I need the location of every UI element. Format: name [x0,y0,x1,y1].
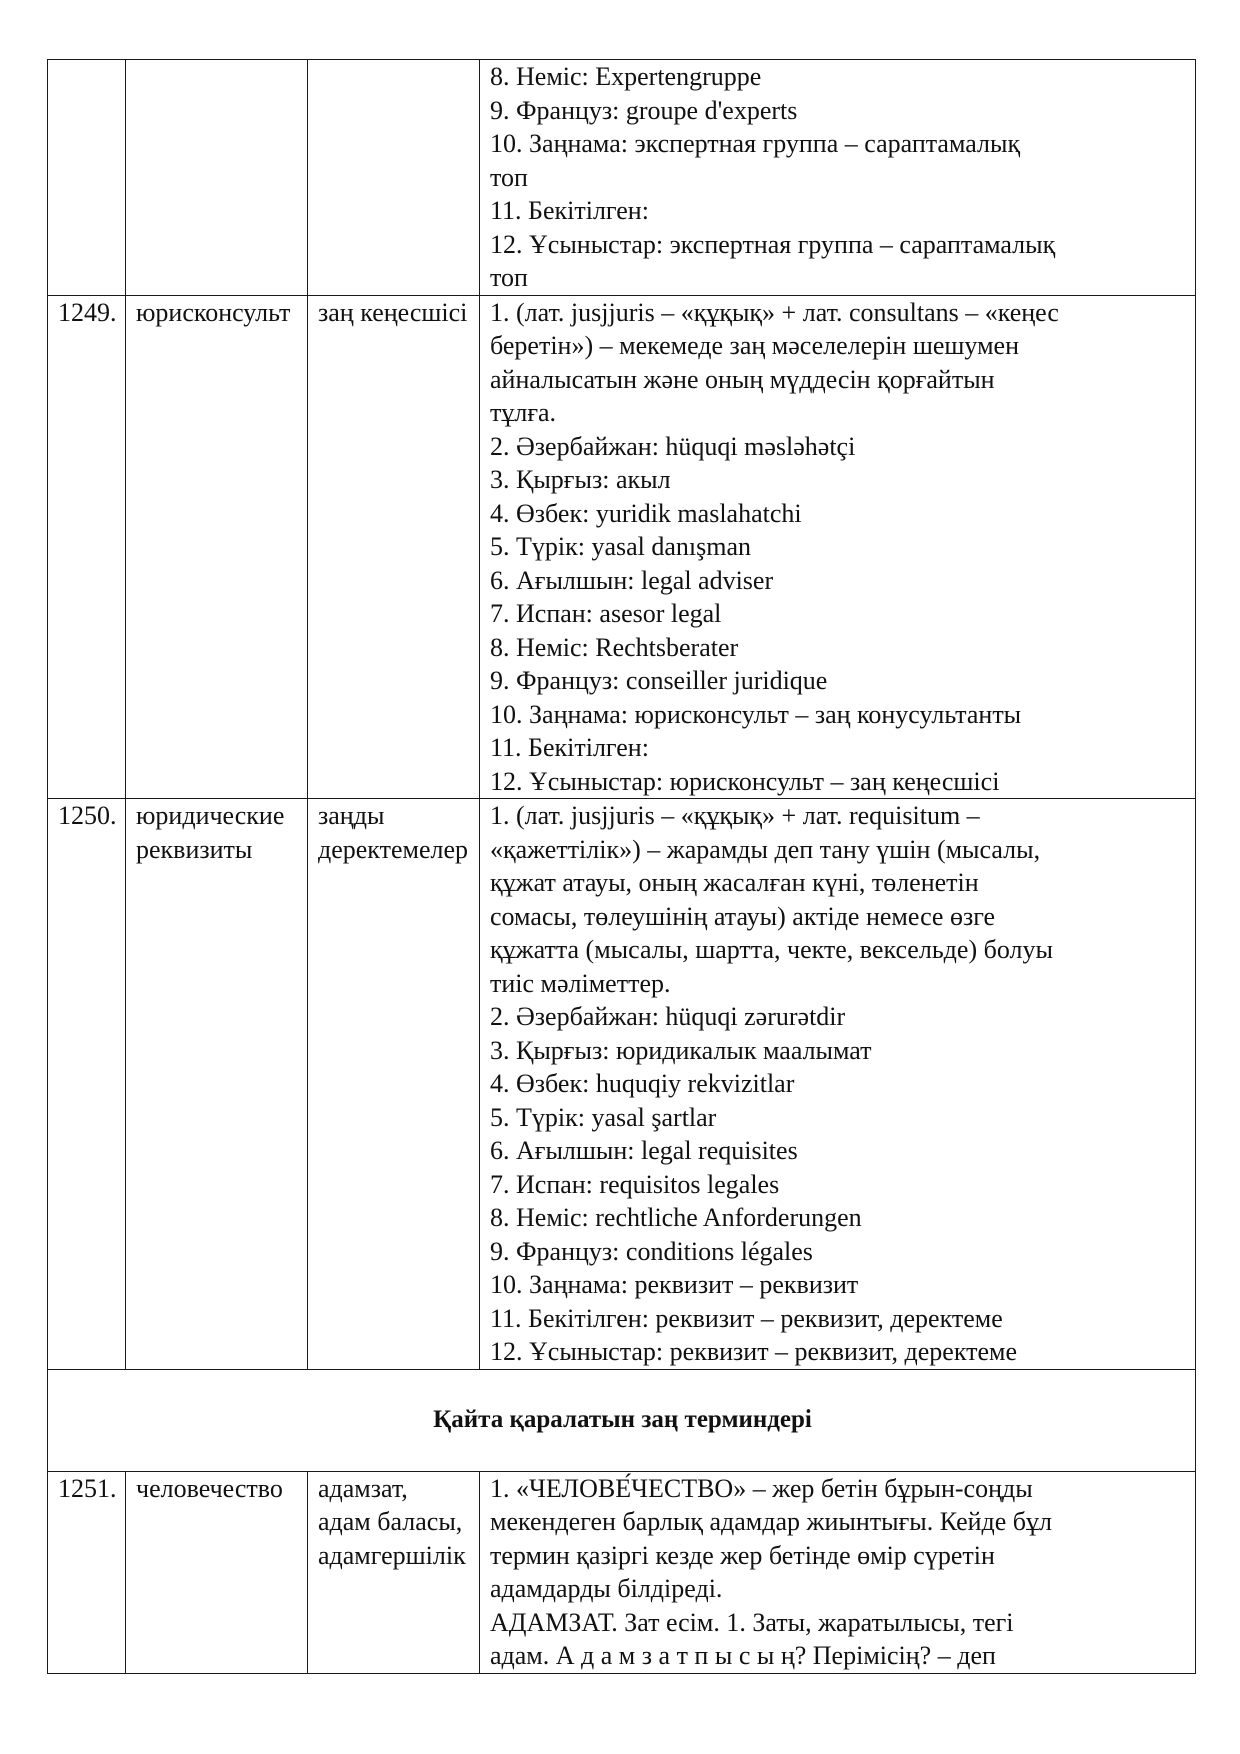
definition-line: 1. «ЧЕЛОВЕ́ЧЕСТВО» – жер бетін бұрын-соңды [490,1473,1033,1503]
section-row [48,1369,1196,1471]
term-ru: человечество [126,1471,308,1673]
term-number: 1250. [48,799,126,1370]
table-row [48,60,1196,296]
definition-line: АДАМЗАТ. Зат есім. 1. Заты, жаратылысы, тегі [490,1607,1014,1637]
definition-line: сомасы, төлеушінің атауы) актіде немесе өзге [490,901,996,931]
definition-line: 9. Француз: conseiller juridique [490,666,828,695]
table-row [48,1471,1196,1673]
definition-line: 6. Ағылшын: legal adviser [490,565,774,595]
definition-line: 10. Заңнама: реквизит – реквизит [490,1270,859,1299]
definition-line: 2. Әзербайжан: hüquqi zərurətdir [490,1002,846,1031]
term-kz: заңды деректемелер [308,799,480,1370]
definition-line: мекендеген барлық адамдар жиынтығы. Кейде бұл [490,1507,1053,1536]
definition-line: 1. (лат. jusjjuris – «құқық» + лат. consultans – «кеңес [490,297,1059,327]
definition-line: 4. Өзбек: huquqiy rekvizitlar [490,1069,795,1098]
definition-line: 7. Испан: requisitos legales [490,1169,780,1199]
definition-line: 10. Заңнама: экспертная группа – сараптамалық [490,129,1021,158]
definition-line: термин қазіргі кезде жер бетінде өмір сүретін [490,1540,995,1570]
definition-line: 2. Әзербайжан: hüquqi məsləhətçi [490,431,856,461]
definition-line: 12. Ұсыныстар: юрисконсульт – заң кеңесшісі [490,766,1000,796]
terms-table [47,59,1196,1674]
term-kz [308,60,480,296]
table-row [48,799,1196,1370]
term-kz-line: адамгершілік [318,1540,466,1570]
definition-line: адамдарды білдіреді. [490,1574,723,1603]
definition-line: 8. Неміс: Rechtsberater [490,632,739,662]
definition-line: тиіс мәліметтер. [490,968,671,998]
definition-line: 12. Ұсыныстар: экспертная группа – сараптамалық [490,229,1056,259]
term-number [48,60,126,296]
definition-line: беретін») – мекемеде заң мәселелерін шешумен [490,331,1019,360]
term-definition [480,1471,1196,1673]
definition-line: «қажеттілік») – жарамды деп тану үшін (мысалы, [490,834,1041,864]
definition-line: 5. Түрік: yasal şartlar [490,1102,717,1132]
definition-line: топ [490,263,528,292]
term-definition [480,295,1196,799]
definition-line: 3. Қырғыз: юридикалык маалымат [490,1035,872,1065]
definition-line: адам. А д а м з а т п ы с ы ң? Перімісің? – деп [490,1641,996,1670]
definition-line: 11. Бекітілген: [490,733,649,762]
term-number: 1251. [48,1471,126,1673]
definition-line: 1. (лат. jusjjuris – «құқық» + лат. requisitum – [490,801,980,830]
term-number: 1249. [48,295,126,799]
term-ru: юридические реквизиты [126,799,308,1370]
definition-line: құжат атауы, оның жасалған күні, төленетін [490,868,979,897]
definition-line: 12. Ұсыныстар: реквизит – реквизит, деректеме [490,1337,1018,1366]
definition-line: топ [490,162,528,192]
term-kz [308,1471,480,1673]
definition-line: 11. Бекітілген: реквизит – реквизит, деректеме [490,1303,1003,1333]
section-heading: Қайта қаралатын заң терминдері [48,1369,1196,1471]
definition-line: 6. Ағылшын: legal requisites [490,1136,798,1165]
term-ru: юрисконсульт [126,295,308,799]
definition-line: 8. Неміс: rechtliche Anforderungen [490,1203,862,1232]
definition-line: айналысатын және оның мүддесін қорғайтын [490,364,995,394]
term-kz-line: адамзат, [318,1473,408,1503]
definition-line: 3. Қырғыз: акыл [490,465,671,494]
definition-line: 4. Өзбек: yuridik maslahatchi [490,498,802,528]
definition-line: 11. Бекітілген: [490,196,649,225]
definition-line: 9. Француз: conditions légales [490,1236,813,1266]
term-kz-line: адам баласы, [318,1507,463,1536]
term-definition [480,799,1196,1370]
definition-line: 10. Заңнама: юрисконсульт – заң конусультанты [490,699,1022,729]
definition-line: 7. Испан: asesor legal [490,599,722,628]
term-ru [126,60,308,296]
table-row [48,295,1196,799]
definition-line: 9. Француз: groupe d'experts [490,95,798,125]
term-definition [480,60,1196,296]
definition-line: тұлға. [490,398,557,427]
definition-line: 8. Неміс: Expertengruppe [490,62,762,91]
term-kz: заң кеңесшісі [308,295,480,799]
definition-line: құжатта (мысалы, шартта, чекте, вексельде) болуы [490,935,1053,964]
definition-line: 5. Түрік: yasal danışman [490,532,752,561]
